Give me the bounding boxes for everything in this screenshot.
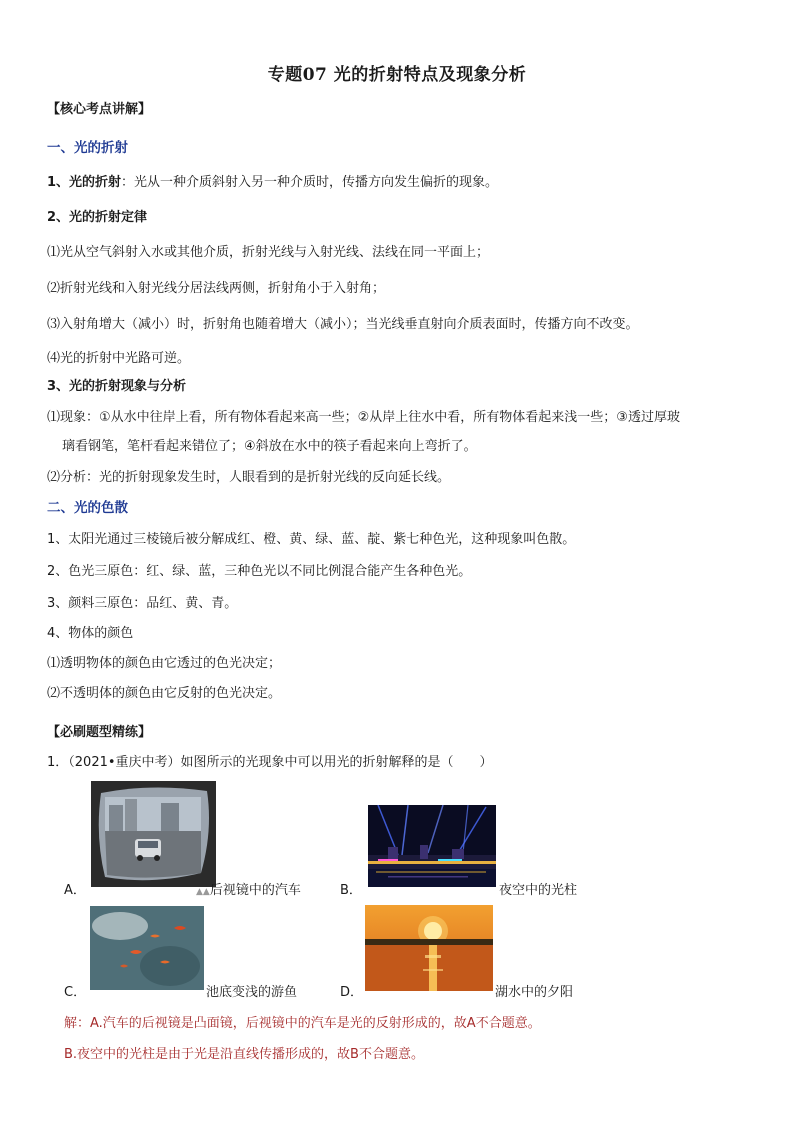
law-item-3: ⑶入射角增大（减小）时，折射角也随着增大（减小）；当光线垂直射向介质表面时，传播方向不改变。 (47, 317, 639, 332)
mirror-decor-icon: ▲▲ (196, 887, 210, 897)
color-item-2: ⑵不透明体的颜色由它反射的色光决定。 (47, 686, 282, 701)
paragraph-definition (47, 171, 498, 190)
section-practice-heading: 【必刷题型精练】 (47, 725, 152, 740)
definition-label: 1、光的折射 (47, 175, 122, 190)
law-item-1: ⑴光从空气斜射入水或其他介质，折射光线与入射光线、法线在同一平面上； (47, 245, 490, 260)
dispersion-item-4: 4、物体的颜色 (47, 626, 134, 641)
dispersion-item-3: 3、颜料三原色：品红、黄、青。 (47, 596, 238, 611)
dispersion-item-1: 1、太阳光通过三棱镜后被分解成红、橙、黄、绿、蓝、靛、紫七种色光，这种现象叫色散。 (47, 532, 576, 547)
color-item-1: ⑴透明物体的颜色由它透过的色光决定； (47, 656, 282, 671)
image-night-light-beams (368, 805, 496, 887)
option-a-caption-wrap (196, 879, 301, 898)
option-a-letter: A． (64, 883, 86, 898)
page-title: 专题07 光的折射特点及现象分析 (267, 65, 527, 85)
answer-line-1: 解：A.汽车的后视镜是凸面镜，后视镜中的汽车是光的反射形成的，故A不合题意。 (64, 1016, 541, 1031)
option-a-caption: 后视镜中的汽车 (209, 883, 301, 898)
definition-text: ：光从一种介质斜射入另一种介质时，传播方向发生偏折的现象。 (121, 175, 499, 190)
heading-refraction-law: 2、光的折射定律 (47, 210, 148, 225)
option-c-caption: 池底变浅的游鱼 (206, 985, 298, 1000)
answer-line-2: B.夜空中的光柱是由于光是沿直线传播形成的，故B不合题意。 (64, 1047, 424, 1062)
image-rearview-mirror (91, 781, 216, 887)
phenomena-item-1b: 璃看钢笔，笔杆看起来错位了；④斜放在水中的筷子看起来向上弯折了。 (62, 439, 477, 454)
option-c-letter: C． (64, 985, 87, 1000)
question-text: 1．（2021•重庆中考）如图所示的光现象中可以用光的折射解释的是（ ） (47, 755, 493, 770)
law-item-4: ⑷光的折射中光路可逆。 (47, 351, 191, 366)
section-core-heading: 【核心考点讲解】 (47, 102, 152, 117)
dispersion-item-2: 2、色光三原色：红、绿、蓝，三种色光以不同比例混合能产生各种色光。 (47, 564, 472, 579)
heading-phenomena: 3、光的折射现象与分析 (47, 379, 187, 394)
option-b-caption: 夜空中的光柱 (499, 883, 578, 898)
image-pool-fish (90, 906, 204, 990)
heading-refraction: 一、光的折射 (47, 140, 128, 156)
phenomena-item-1a: ⑴现象：①从水中往岸上看，所有物体看起来高一些；②从岸上往水中看，所有物体看起来浅一些；③透过厚玻 (47, 410, 680, 425)
option-b-letter: B． (340, 883, 362, 898)
heading-dispersion: 二、光的色散 (47, 500, 128, 516)
law-item-2: ⑵折射光线和入射光线分居法线两侧，折射角小于入射角； (47, 281, 386, 296)
option-d-letter: D． (340, 985, 364, 1000)
option-d-caption: 湖水中的夕阳 (495, 985, 574, 1000)
phenomena-item-2: ⑵分析：光的折射现象发生时，人眼看到的是折射光线的反向延长线。 (47, 470, 451, 485)
image-lake-sunset (365, 905, 493, 991)
